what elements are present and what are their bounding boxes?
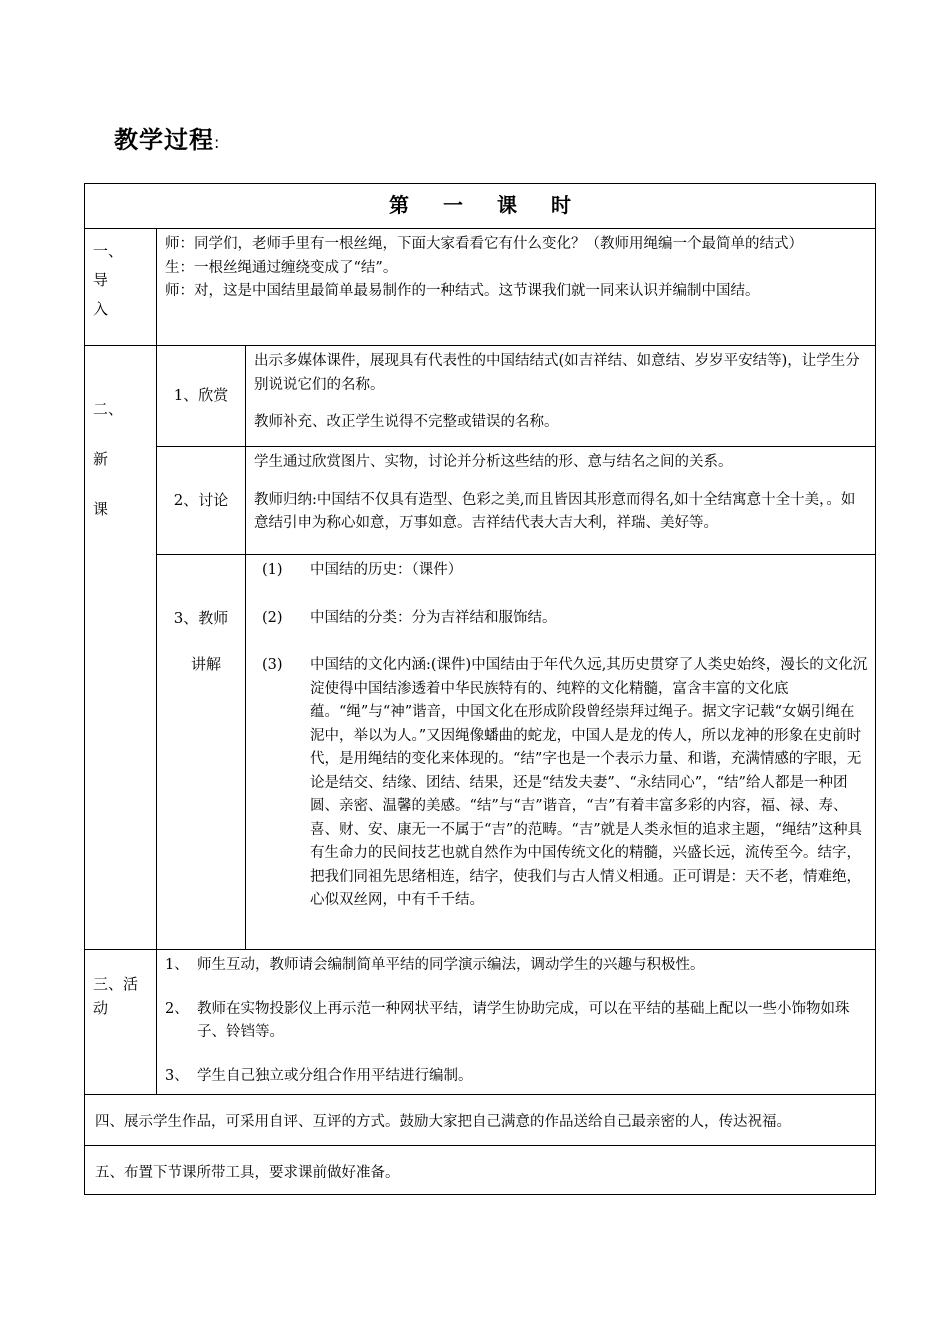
section-1-label — [85, 229, 157, 346]
activity-item-num: 3、 — [165, 1067, 189, 1084]
discuss-para: 学生通过欣赏图片、实物，讨论并分析这些结的形、意与结名之间的关系。 — [254, 454, 733, 470]
activity-item-text: 师生互动，教师请会编制简单平结的同学演示编法，调动学生的兴趣与积极性。 — [197, 957, 705, 973]
section-3-label-line: 三、活 — [93, 975, 139, 993]
activity-item-num: 1、 — [165, 957, 189, 973]
section-2-label-line: 课 — [93, 500, 109, 518]
lesson-table — [84, 183, 876, 1195]
intro-line: 师：对，这是中国结里最简单最易制作的一种结式。这节课我们就一同来认识并编制中国结。 — [165, 283, 760, 299]
lecture-item-text: 中国结的历史：（课件） — [310, 562, 463, 578]
lecture-item — [254, 607, 869, 631]
activity-item-text: 学生自己独立或分组合作用平结进行编制。 — [197, 1067, 473, 1084]
appreciate-para: 出示多媒体课件，展现具有代表性的中国结结式(如吉祥结、如意结、岁岁平安结等)，让学生分别说说它们的名称。 — [254, 353, 860, 393]
lecture-content — [246, 555, 876, 950]
sub-label-lecture-line: 讲解 — [190, 655, 221, 673]
activity-item — [165, 1065, 869, 1089]
section-4: 四、展示学生作品，可采用自评、互评的方式。鼓励大家把自己满意的作品送给自己最亲密的人，传达祝福。 — [85, 1095, 876, 1146]
section-2-label — [85, 346, 157, 950]
section-5: 五、布置下节课所带工具，要求课前做好准备。 — [85, 1146, 876, 1195]
discuss-content — [246, 447, 876, 555]
section-1-content — [157, 229, 876, 346]
discuss-para: 教师归纳:中国结不仅具有造型、色彩之美,而且皆因其形意而得名,如十全结寓意十全十美，。如意结引申为称心如意，万事如意。吉祥结代表大吉大利，祥瑞、美好等。 — [254, 491, 856, 531]
sub-label-lecture-line: 3、教师 — [173, 609, 229, 627]
appreciate-content — [246, 346, 876, 447]
section-2-label-line: 二、 — [93, 400, 124, 418]
activity-content — [157, 950, 876, 1095]
lecture-item-text: 中国结的文化内涵:(课件)中国结由于年代久远,其历史贯穿了人类史始终，漫长的文化沉淀使得中国结渗透着中华民族特有的、纯粹的文化精髓，富含丰富的文化底蕴。“绳”与“神”谐音，中国文化在形成阶段曾经崇拜过绳子。据文字记载“女娲引绳在泥中，举以为人。”又因绳像蟠曲的蛇龙，中国人是龙的传人，所以龙神的形象在史前时代，是用绳结的变化来体现的。“结”字也是一个表示力量、和谐，充满情感的字眼，无论是结交、结缘、团结、结果，还是“结发夫妻”、“永结同心”，“结”给人都是一种团圆、亲密、温馨的美感。“结”与“吉”谐音，“吉”有着丰富多彩的内容，福、禄、寿、喜、财、安、康无一不属于“吉”的范畴。“吉”就是人类永恒的追求主题，“绳结”这种具有生命力的民间技艺也就自然作为中国传统文化的精髓，兴盛长远，流传至今。结字，把我们同祖先思绪相连，结字，使我们与古人情义相通。正可谓是：天不老，情难绝，心似双丝网，中有千千结。 — [310, 657, 868, 908]
section-2-label-line: 新 — [93, 450, 109, 468]
section-3-label-line: 动 — [93, 999, 109, 1017]
sub-label-discuss: 2、讨论 — [157, 447, 246, 555]
activity-item-num: 2、 — [165, 1000, 189, 1017]
section-1-label-line: 入 — [93, 300, 109, 318]
page-title — [114, 120, 220, 155]
section-1-label-line: 一、 — [93, 242, 124, 260]
intro-line: 师：同学们，老师手里有一根丝绳，下面大家看看它有什么变化？（教师用绳编一个最简单的结式） — [165, 236, 803, 252]
page-title-text: 教学过程 — [114, 126, 214, 154]
lecture-item — [254, 654, 869, 913]
appreciate-para: 教师补充、改正学生说得不完整或错误的名称。 — [254, 414, 559, 430]
lecture-item — [254, 559, 869, 583]
section-1-label-line: 导 — [93, 271, 109, 289]
lecture-item-num: (3) — [262, 657, 283, 673]
sub-label-appreciate: 1、欣赏 — [157, 346, 246, 447]
lecture-item-num: (2) — [262, 609, 283, 626]
page-title-colon: : — [214, 133, 221, 152]
lecture-item-text: 中国结的分类：分为吉祥结和服饰结。 — [310, 609, 557, 626]
activity-item — [165, 998, 869, 1045]
activity-item — [165, 954, 869, 978]
section-3-label — [85, 950, 157, 1095]
activity-item-text: 教师在实物投影仪上再示范一种网状平结，请学生协助完成，可以在平结的基础上配以一些小饰物如珠子、铃铛等。 — [197, 1000, 850, 1040]
intro-line: 生：一根丝绳通过缠绕变成了“结”。 — [165, 259, 398, 276]
lesson-header: 第一课时 — [85, 184, 876, 229]
sub-label-lecture — [157, 555, 246, 950]
lecture-item-num: (1) — [262, 562, 283, 578]
